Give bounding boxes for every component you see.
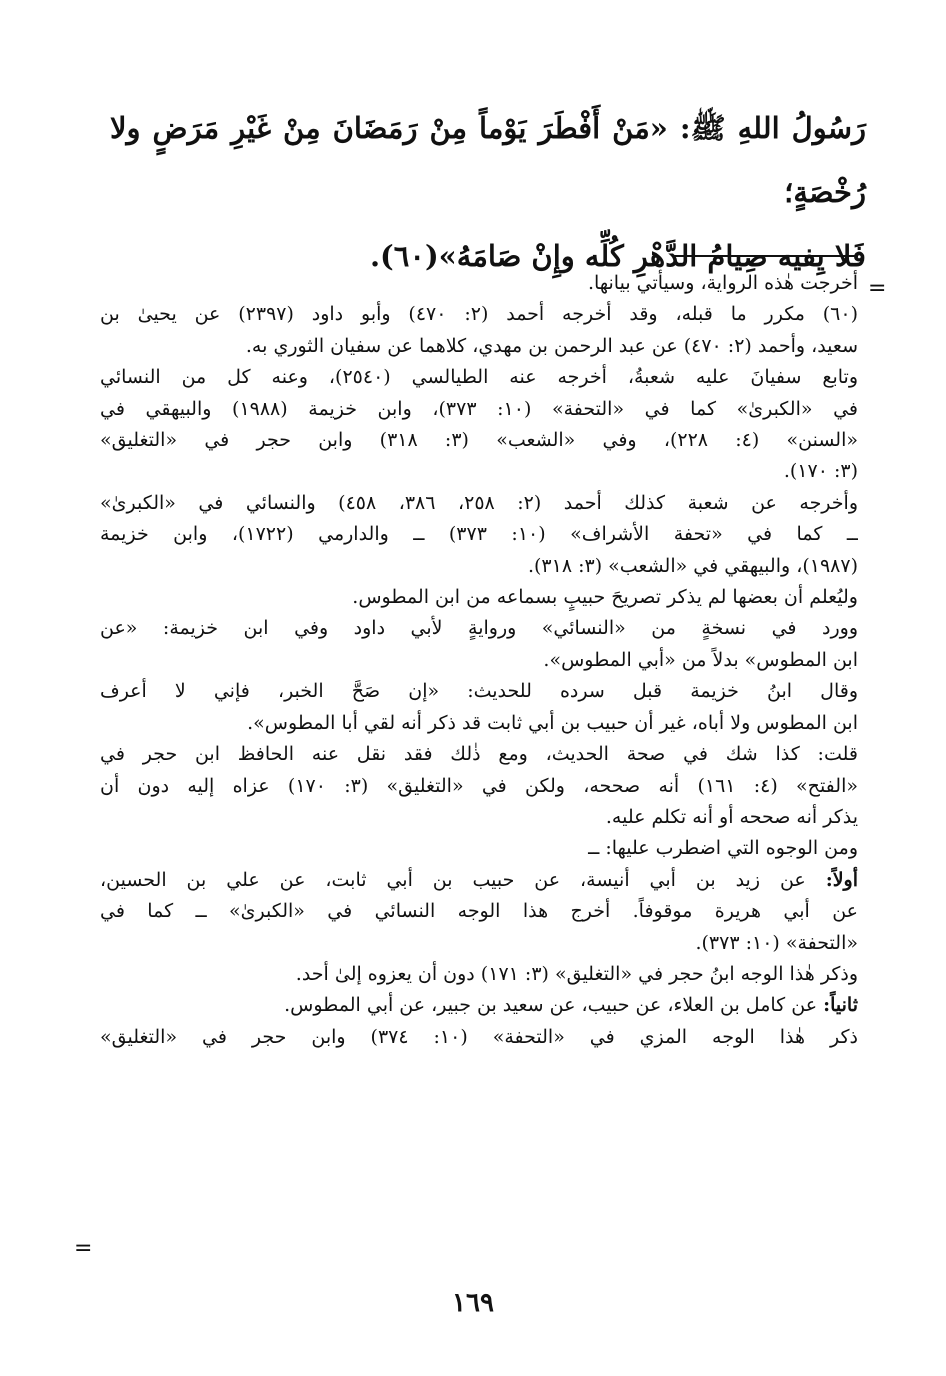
footnote-line: (١٩٨٧)، والبيهقي في «الشعب» (٣: ٣١٨).: [527, 554, 858, 577]
footnote-line: وليُعلم أن بعضها لم يذكر تصريحَ حبيبٍ بسماعه من ابن المطوس.: [352, 586, 858, 609]
footnote-line: في «الكبرىٰ» كما في «التحفة» (١٠: ٣٧٣)، وابن خزيمة (١٩٨٨) والبيهقي في: [100, 397, 858, 420]
continuation-mark-top: =: [868, 276, 887, 301]
hadith-line-1: رَسُولُ اللهِ ﷺ: «مَنْ أَفْطَرَ يَوْماً مِنْ رَمَضَانَ مِنْ غَيْرِ مَرَضٍ ولا رُخْصَةٍ؛: [110, 111, 866, 209]
footnotes-block: [100, 268, 858, 1053]
footnote-line: «التحفة» (١٠: ٣٧٣).: [695, 931, 858, 954]
footnote-line: (٦٠) مكرر ما قبله، وقد أخرجه أحمد (٢: ٤٧٠) وأبو داود (٢٣٩٧) عن يحيىٰ بن: [100, 303, 858, 326]
footnote-label: ثانياً:: [823, 994, 858, 1017]
footnote-line: سعيد، وأحمد (٢: ٤٧٠) عن عبد الرحمن بن مهدي، كلاهما عن سفيان الثوري به.: [245, 334, 858, 357]
footnote-line: ومن الوجوه التي اضطرب عليها: ــ: [588, 837, 858, 860]
footnote-line: وذكر هٰذا الوجه ابنُ حجر في «التغليق» (٣: ١٧١) دون أن يعزوه إلىٰ أحد.: [295, 962, 858, 985]
footnote-line: قلت: كذا شك في صحة الحديث، ومع ذٰلك فقد نقل عنه الحافظ ابن حجر في: [100, 743, 858, 766]
footnote-line: أخرجت هٰذه الرواية، وسيأتي بيانها.: [587, 272, 858, 294]
footnote-line: أولاً: عن زيد بن أبي أنيسة، عن حبيب بن أبي ثابت، عن علي بن الحسين،: [100, 868, 858, 891]
footnote-line: ثانياً: عن كامل بن العلاء، عن حبيب، عن سعيد بن جبير، عن أبي المطوس.: [284, 994, 858, 1017]
continuation-mark-bottom: =: [74, 1236, 93, 1261]
footnote-line: عن أبي هريرة موقوفاً. أخرج هذا الوجه النسائي في «الكبرىٰ» ــ كما في: [100, 900, 858, 923]
footnote-line: يذكر أنه صححه أو أنه تكلم عليه.: [605, 805, 858, 828]
footnote-line: وقال ابنُ خزيمة قبل سرده للحديث: «إن صَحَّ الخبر، فإني لا أعرف: [100, 680, 858, 703]
footnote-line: «الفتح» (٤: ١٦١) أنه صححه، ولكن في «التغليق» (٣: ١٧٠) عزاه إليه دون أن: [100, 774, 858, 797]
hadith-text: [110, 96, 866, 288]
footnote-line: ابن المطوس» بدلاً من «أبي المطوس».: [543, 648, 858, 671]
page-number: ١٦٩: [452, 1288, 494, 1318]
footnote-separator: [672, 255, 858, 257]
footnote-line: ذكر هٰذا الوجه المزي في «التحفة» (١٠: ٣٧٤) وابن حجر في «التغليق»: [100, 1025, 858, 1048]
hadith-line-2: فَلا يِفيه صِيامُ الدَّهْرِ كُلِّه وإِنْ صَامَهُ»(٦٠).: [369, 239, 866, 273]
footnote-line: وتابع سفيانَ عليه شعبةُ، أخرجه عنه الطيالسي (٢٥٤٠)، وعنه كل من النسائي: [100, 366, 858, 389]
footnote-line: (٣: ١٧٠).: [783, 460, 858, 483]
footnote-label: أولاً:: [825, 868, 858, 891]
footnote-line: وورد في نسخةٍ من «النسائي» وروايةٍ لأبي داود وفي ابن خزيمة: «عن: [100, 617, 858, 640]
footnote-line: وأخرجه عن شعبة كذلك أحمد (٢: ٢٥٨، ٣٨٦، ٤٥٨) والنسائي في «الكبرىٰ»: [100, 491, 858, 514]
footnote-line: ابن المطوس ولا أباه، غير أن حبيب بن أبي ثابت قد ذكر أنه لقي أبا المطوس».: [247, 711, 858, 734]
footnote-line: «السنن» (٤: ٢٢٨)، وفي «الشعب» (٣: ٣١٨) وابن حجر في «التغليق»: [100, 429, 858, 452]
footnote-line: ــ كما في «تحفة الأشراف» (١٠: ٣٧٣) ــ والدارمي (١٧٢٢)، وابن خزيمة: [100, 523, 858, 546]
